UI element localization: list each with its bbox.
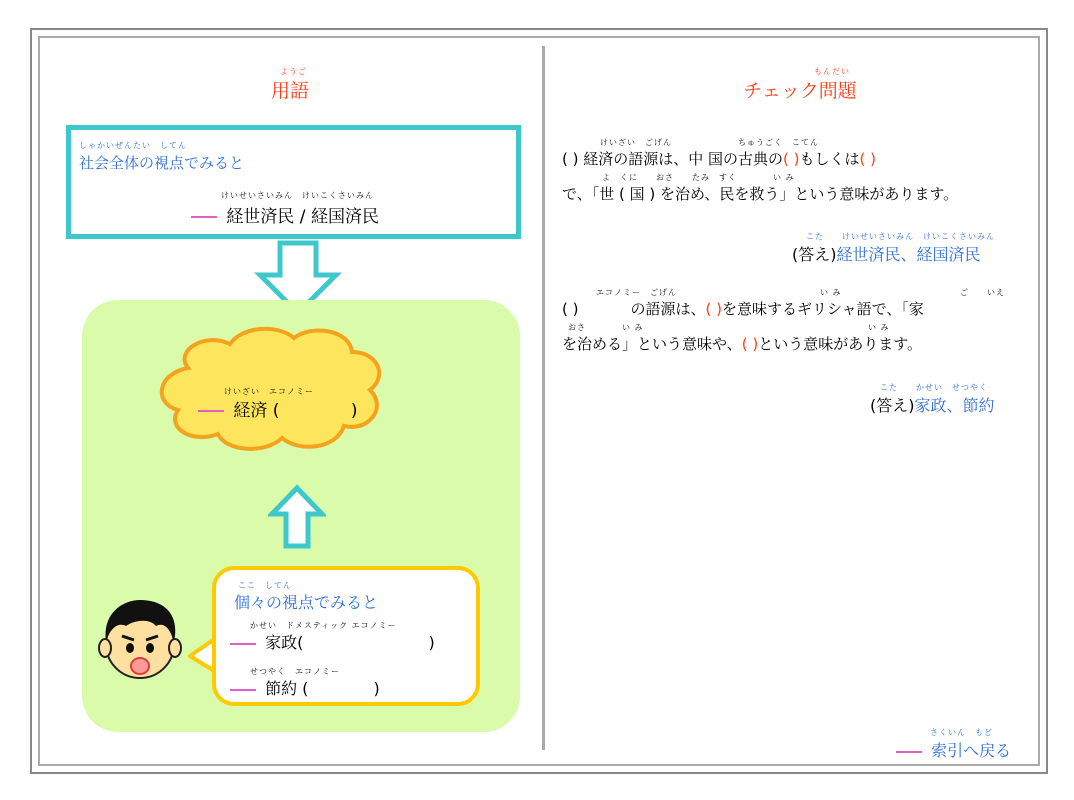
personal-view-ruby: ここ してん [238,581,292,590]
answer-blank[interactable] [230,643,256,645]
q1-line2: で、「世 ( 国 ) を治め、民を救う」という意味があります。 [562,185,959,203]
q1-line1 [562,148,876,169]
keizai-close: ) [350,401,358,421]
q2-line1 [562,298,924,319]
q2-text-e: を治める」という意味や、 [562,335,742,353]
term-heading-ruby: ようご [280,67,307,76]
q2-line2-ruby: おさ い み [568,323,644,332]
term-heading: 用語 [270,80,309,102]
q2-blank-1[interactable]: ( ) [705,300,722,318]
society-view-ruby: しゃかいぜんたい してん [79,141,187,150]
q1-text-a: ( ) 経済の語源は、中 国の古典の [562,150,784,168]
q2-answer-label: (答え) [870,396,915,415]
up-arrow-icon [268,484,326,550]
q2-answer-ruby: こた かせい せつやく [880,383,988,392]
q2-blank-2[interactable]: ( ) [741,335,759,353]
kasei-row [230,630,435,653]
back-link-ruby: さくいん もど [930,728,993,737]
q2-ruby-2: い み [820,288,842,297]
setsuyaku-row [230,676,380,699]
q2-text-b: の語源は、 [630,300,706,318]
keisei-saimin-row [191,202,379,227]
q1-text-c: もしくは [799,150,860,168]
answer-blank[interactable] [191,216,217,218]
link-marker [896,751,922,753]
keizai-term: 経済 ( [233,401,280,421]
q2-answer: 家政、節約 [914,396,995,415]
kasei-close: ) [428,633,435,652]
q1-answer-label: (答え) [792,245,837,264]
column-divider [542,46,545,750]
q1-line2-ruby: よ くに おさ たみ すく い み [602,173,795,182]
q2-line2-ruby-2: い み [868,323,890,332]
q2-ruby-3: ご いえ [960,288,1005,297]
boy-avatar-icon [94,596,186,684]
kasei-term: 家政( [265,633,304,652]
q2-line2 [562,333,922,354]
q1-ruby-2: ちゅうごく こてん [738,138,819,147]
q1-answer: 経世済民、経国済民 [836,245,981,264]
setsuyaku-close: ) [373,679,380,698]
q1-answer-ruby: こた けいせいさいみん けいこくさいみん [806,232,995,241]
q1-answer-row [792,242,981,265]
q2-text-a: ( ) [562,300,579,318]
q1-blank-1[interactable]: ( ) [783,150,800,168]
society-view-box [66,125,521,239]
kasei-ruby: かせい ドメスティック エコノミー [250,621,397,630]
personal-view-bubble [212,566,480,706]
keisei-saimin-ruby: けいせいさいみん けいこくさいみん [221,191,374,200]
setsuyaku-ruby: せつやく エコノミー [250,667,340,676]
q2-ruby-1: エコノミー ごげん [596,288,677,297]
keizai-row [198,396,358,421]
keisei-saimin-term: 経世済民 / 経国済民 [226,207,379,227]
answer-blank[interactable] [230,689,256,691]
check-heading-ruby: もんだい [814,67,850,76]
q1-ruby-1: けいざい ごげん [600,138,672,147]
q2-answer-row [870,393,995,416]
q2-text-f: という意味があります。 [758,335,922,353]
society-view-title: 社会全体の視点でみると [79,154,245,172]
answer-blank[interactable] [198,410,224,412]
back-link-row[interactable] [896,738,1011,761]
setsuyaku-term: 節約 ( [265,679,309,698]
personal-view-title: 個々の視点でみると [234,593,379,612]
back-to-index-link[interactable]: 索引へ戻る [931,741,1012,760]
keizai-ruby: けいざい エコノミー [224,387,314,396]
q2-text-d: を意味するギリシャ語で、「家 [721,300,924,318]
check-heading: チェック問題 [743,80,857,102]
q1-blank-2[interactable]: ( ) [859,150,876,168]
